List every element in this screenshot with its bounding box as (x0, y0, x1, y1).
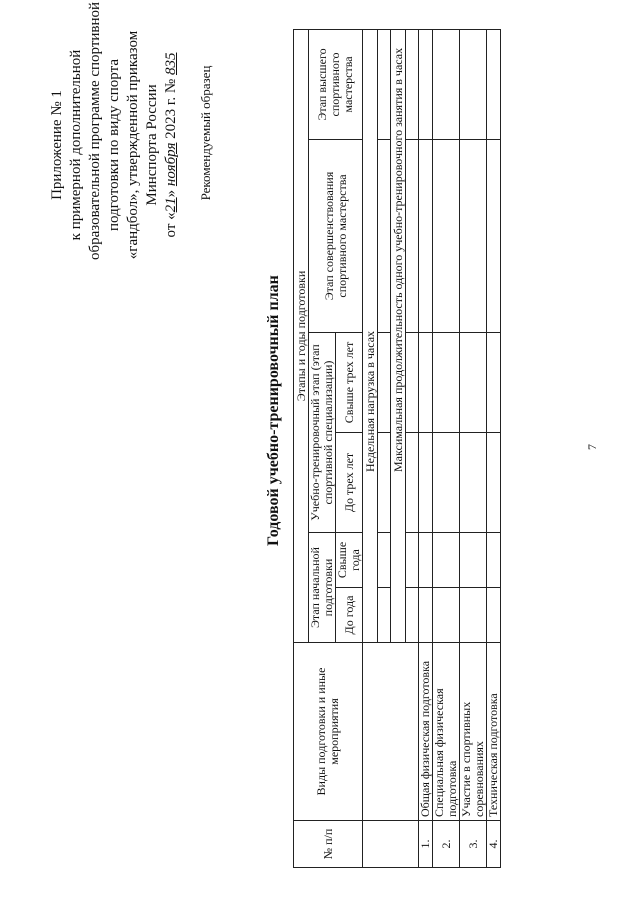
table-cell (378, 588, 391, 643)
appendix-line-1: Приложение № 1 (49, 90, 65, 200)
table-cell (419, 588, 433, 643)
date-day: 21 (163, 197, 179, 213)
order-number: 835 (163, 52, 179, 76)
table-cell (433, 333, 460, 433)
date-month: ноября (163, 142, 179, 187)
order-date-line (162, 30, 181, 260)
date-prefix: от « (163, 212, 179, 238)
table-cell (487, 533, 501, 588)
table-cell (460, 588, 487, 643)
page-number: 7 (585, 444, 599, 450)
stage-higher-header: Этап высшего спортивного мастерства (309, 29, 363, 139)
appendix-line-2: к примерной дополнительной (68, 49, 84, 241)
document-title: Годовой учебно-тренировочный план (265, 275, 282, 546)
col-num-header: № п/п (294, 821, 363, 868)
table-cell (433, 140, 460, 333)
stage-initial-header: Этап начальной подготовки (309, 533, 336, 643)
table-cell (406, 333, 419, 433)
row-num: 3. (460, 821, 487, 868)
table-cell (378, 140, 391, 333)
table-cell (378, 29, 391, 139)
table-cell (419, 433, 433, 533)
row-label: Специальная физическая подготовка (433, 643, 460, 821)
table-cell (487, 433, 501, 533)
table-cell (378, 333, 391, 433)
appendix-line-5: «гандбол», утвержденной приказом (125, 30, 141, 260)
table-row (487, 29, 501, 867)
training-plan-table (293, 30, 500, 868)
table-cell (406, 588, 419, 643)
stages-header: Этапы и годы подготовки (294, 29, 309, 642)
table-cell (419, 140, 433, 333)
table-row (433, 29, 460, 867)
table-cell (406, 433, 419, 533)
row-num: 4. (487, 821, 501, 868)
sub-up-to-year: До года (336, 588, 363, 643)
date-mid: » (163, 186, 179, 198)
table-cell (419, 333, 433, 433)
table-cell (460, 29, 487, 139)
table-cell (460, 333, 487, 433)
recommended-sample-note: Рекомендуемый образец (198, 65, 213, 201)
row-num: 2. (433, 821, 460, 868)
table-cell (406, 533, 419, 588)
table-cell (419, 29, 433, 139)
table-cell (406, 29, 419, 139)
table-row (460, 29, 487, 867)
table-cell (487, 588, 501, 643)
table-cell (487, 333, 501, 433)
appendix-line-6: Минспорта России (144, 84, 160, 206)
stage-training-header: Учебно-тренировочный этап (этап спортивной специализации) (309, 333, 336, 533)
table-cell (460, 533, 487, 588)
table-cell (433, 588, 460, 643)
appendix-line-4: подготовки по виду спорта (106, 59, 122, 231)
sub-over-year: Свыше года (336, 533, 363, 588)
stage-improvement-header: Этап совершенствования спортивного мастерства (309, 140, 363, 333)
sub-up-to-three: До трех лет (336, 433, 363, 533)
header-blank-cell (363, 821, 419, 868)
appendix-line-3: образовательной программе спортивной (87, 1, 103, 260)
weekly-load-row: Недельная нагрузка в часах (363, 29, 378, 642)
row-label: Общая физическая подготовка (419, 643, 433, 821)
table-cell (460, 433, 487, 533)
table-cell (378, 433, 391, 533)
table-cell (487, 140, 501, 333)
max-duration-row: Максимальная продолжительность одного учебно-тренировочного занятия в часах (391, 29, 406, 642)
table-cell (433, 29, 460, 139)
table-cell (378, 533, 391, 588)
col-kinds-header: Виды подготовки и иные мероприятия (294, 643, 363, 821)
row-label: Техническая подготовка (487, 643, 501, 821)
date-year: 2023 г. № (163, 75, 179, 143)
header-blank-cell (363, 643, 419, 821)
table-cell (487, 29, 501, 139)
table-cell (433, 433, 460, 533)
table-cell (406, 140, 419, 333)
table-cell (419, 533, 433, 588)
table-row (419, 29, 433, 867)
appendix-block (48, 1, 181, 260)
table-cell (433, 533, 460, 588)
row-label: Участие в спортивных соревнованиях (460, 643, 487, 821)
sub-over-three: Свыше трех лет (336, 333, 363, 433)
table-cell (460, 140, 487, 333)
row-num: 1. (419, 821, 433, 868)
